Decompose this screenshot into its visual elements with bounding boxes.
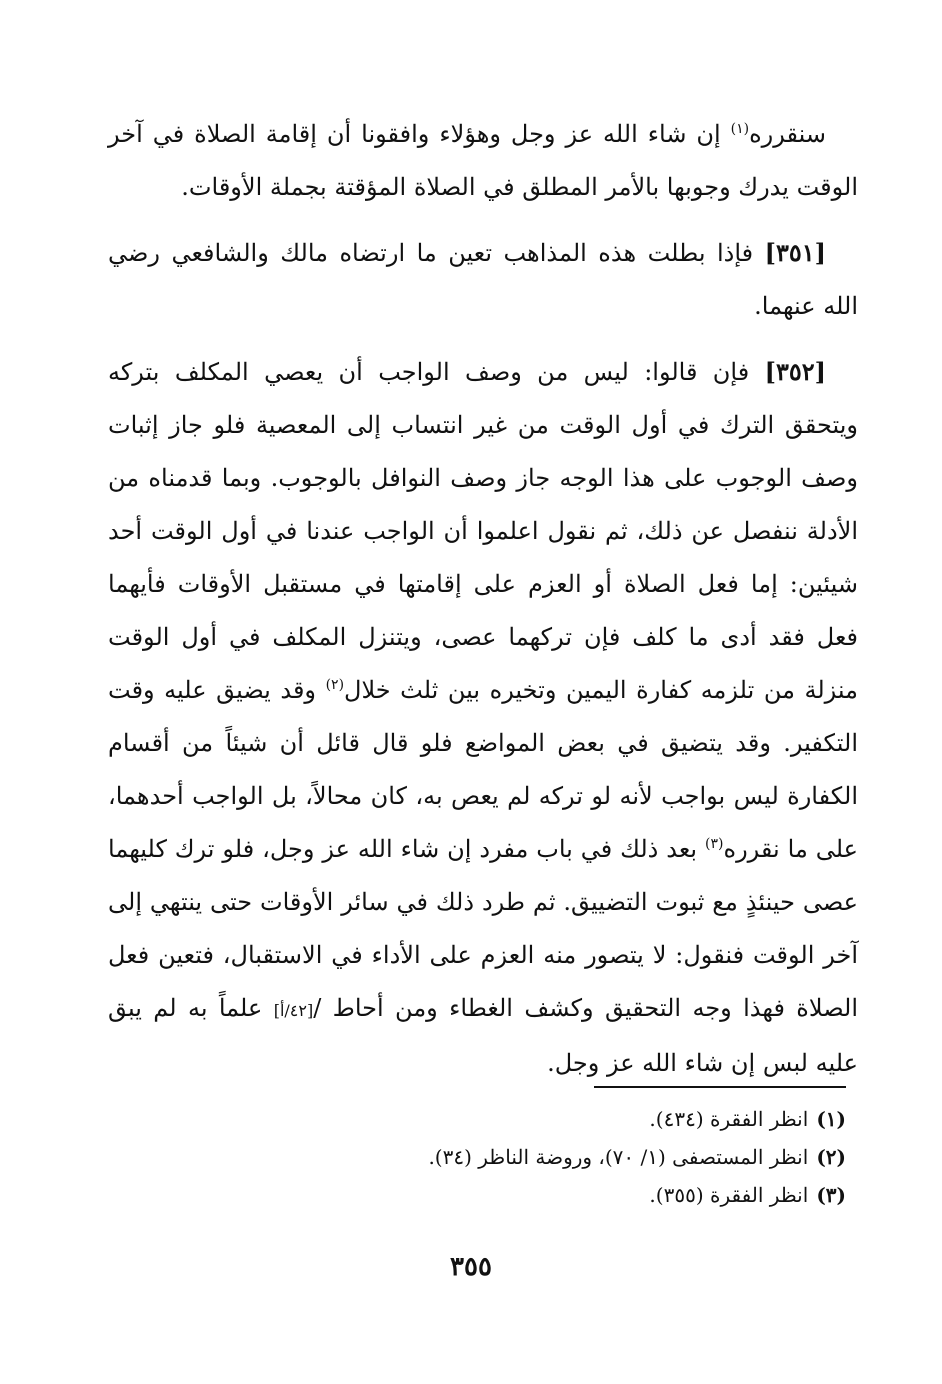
- footnote-2: [106, 1138, 846, 1176]
- footnote-text: انظر الفقرة (٣٥٥).: [649, 1183, 809, 1207]
- footnote-number: (١): [816, 1107, 846, 1131]
- footnote-ref-3: (٣): [705, 836, 724, 852]
- text-segment: علماً به لم يبق عليه لبس إن شاء الله عز وجل.: [108, 994, 858, 1077]
- footnote-1: [106, 1100, 846, 1138]
- footnote-text: انظر الفقرة (٤٣٤).: [649, 1107, 809, 1131]
- footnote-divider: [594, 1086, 846, 1088]
- footnote-number: (٣): [816, 1183, 846, 1207]
- manuscript-folio-ref: [٤٢/أ]: [273, 1001, 314, 1020]
- footnote-ref-1: (١): [730, 121, 750, 137]
- paragraph-351: [108, 226, 858, 333]
- paragraph-352: [108, 345, 858, 1090]
- footnote-number: (٢): [816, 1145, 846, 1169]
- text-segment: سنقرره: [749, 120, 826, 148]
- paragraph-number: [٣٥١]: [764, 238, 826, 267]
- footnote-text: انظر المستصفى (١/ ٧٠)، وروضة الناظر (٣٤).: [428, 1145, 809, 1169]
- paragraph-text: فإذا بطلت هذه المذاهب تعين ما ارتضاه مالك والشافعي رضي الله عنهما.: [108, 239, 858, 320]
- footnote-ref-2: (٢): [325, 677, 345, 693]
- page-number: ٣٥٥: [450, 1252, 492, 1282]
- text-segment: وقد يضيق عليه وقت التكفير. وقد يتضيق في بعض المواضع فلو قال قائل أن شيئاً من أقسام الكفارة ليس بواجب لأنه لو تركه لم يعص به، كان محالاً، بل الواجب أحدهما، على ما نقرره: [108, 676, 858, 863]
- text-segment: فإن قالوا: ليس من وصف الواجب أن يعصي المكلف بتركه ويتحقق الترك في أول الوقت من غير انتساب إلى المعصية فلو جاز إثبات وصف الوجوب على هذا الوجه جاز وصف النوافل بالوجوب. وبما قدمناه من الأدلة ننفصل عن ذلك، ثم نقول اعلموا أن الواجب عندنا في أول الوقت أحد شيئين: إما فعل الصلاة أو العزم على إقامتها في مستقبل الأوقات فأيهما فعل فقد أدى ما كلف فإن تركهما عصى، ويتنزل المكلف في أول الوقت منزلة من تلزمه كفارة اليمين وتخيره بين ثلث خلال: [108, 358, 858, 704]
- footnote-3: [106, 1176, 846, 1214]
- text-segment: بعد ذلك في باب مفرد إن شاء الله عز وجل، فلو ترك كليهما عصى حينئذٍ مع ثبوت التضييق. ثم طرد ذلك في سائر الأوقات حتى ينتهي إلى آخر الوقت فنقول: لا يتصور منه العزم على الأداء في الاستقبال، فتعين فعل الصلاة فهذا وجه التحقيق وكشف الغطاء ومن أحاط /: [108, 835, 859, 1022]
- footnotes: [106, 1100, 846, 1214]
- text-segment: إن شاء الله عز وجل وهؤلاء وافقونا أن إقامة الصلاة في آخر الوقت يدرك وجوبها بالأمر المطلق في الصلاة المؤقتة بجملة الأوقات.: [108, 120, 858, 201]
- paragraph-continuation: [108, 108, 858, 214]
- paragraph-number: [٣٥٢]: [764, 357, 826, 386]
- main-text: [108, 108, 858, 1102]
